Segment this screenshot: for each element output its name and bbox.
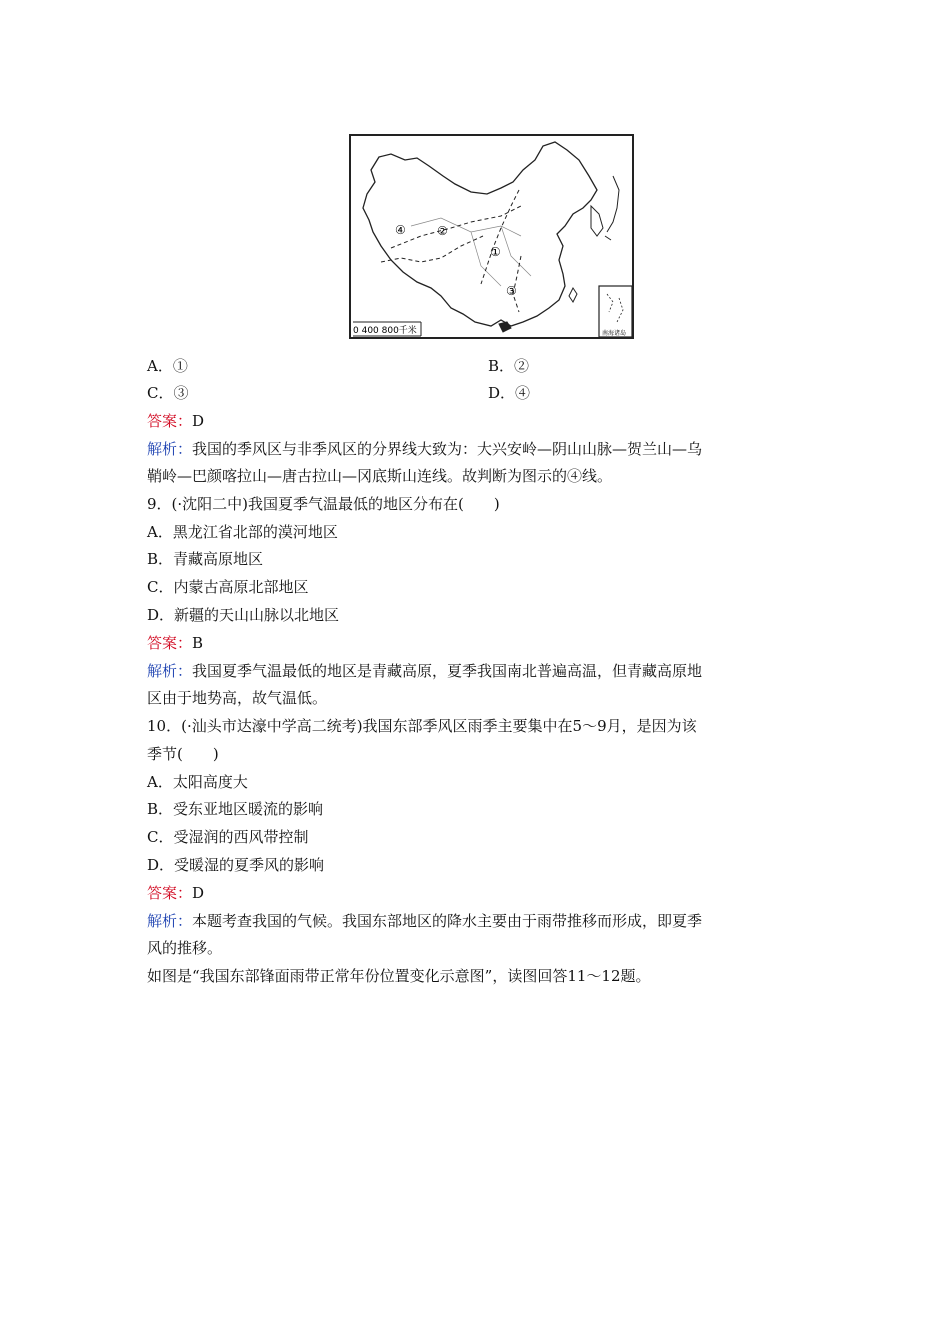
china-monsoon-map bbox=[349, 134, 634, 339]
q8-answer bbox=[147, 411, 204, 431]
q9-answer bbox=[147, 633, 203, 653]
map-drawing bbox=[351, 136, 632, 337]
explanation-text: 我国夏季气温最低的地区是青藏高原，夏季我国南北普遍高温，但青藏高原地 bbox=[192, 662, 703, 680]
explanation-text: 本题考查我国的气候。我国东部地区的降水主要由于雨带推移而形成，即夏季 bbox=[192, 912, 703, 930]
explanation-label: 解析： bbox=[147, 662, 193, 680]
line-1-dashed bbox=[481, 190, 519, 284]
hainan bbox=[499, 322, 511, 332]
q9-option-b: B．青藏高原地区 bbox=[147, 550, 264, 568]
next-figure-intro: 如图是“我国东部锋面雨带正常年份位置变化示意图”，读图回答11～12题。 bbox=[147, 967, 651, 985]
q9-option-a: A．黑龙江省北部的漠河地区 bbox=[147, 523, 338, 541]
q9-stem: 9．(·沈阳二中)我国夏季气温最低的地区分布在( ) bbox=[147, 495, 500, 513]
answer-value: D bbox=[192, 412, 205, 430]
q10-option-a: A．太阳高度大 bbox=[147, 773, 248, 791]
q9-option-d: D．新疆的天山山脉以北地区 bbox=[147, 606, 340, 624]
q10-option-b: B．受东亚地区暖流的影响 bbox=[147, 800, 324, 818]
line-label-1: ① bbox=[490, 245, 501, 259]
q8-explanation-line2: 鞘岭—巴颜喀拉山—唐古拉山—冈底斯山连线。故判断为图示的④线。 bbox=[147, 467, 613, 485]
taiwan bbox=[569, 288, 577, 302]
scale-bar-text: 0 400 800千米 bbox=[353, 326, 417, 336]
inset-label: 南海诸岛 bbox=[602, 330, 627, 337]
answer-value: D bbox=[192, 884, 205, 902]
line-label-3: ③ bbox=[506, 284, 517, 298]
q8-option-d: D．④ bbox=[488, 384, 531, 402]
line-label-2: ② bbox=[437, 224, 448, 238]
line-4-dashed bbox=[381, 236, 483, 262]
q10-stem-line2: 季节( ) bbox=[147, 745, 219, 763]
answer-label: 答案： bbox=[147, 634, 193, 652]
answer-value: B bbox=[192, 634, 204, 652]
japan-islands bbox=[605, 176, 619, 240]
line-label-4: ④ bbox=[395, 223, 406, 237]
q10-explanation-line2: 风的推移。 bbox=[147, 939, 223, 957]
q9-explanation-line2: 区由于地势高，故气温低。 bbox=[147, 689, 328, 707]
explanation-label: 解析： bbox=[147, 440, 193, 458]
q10-answer bbox=[147, 883, 204, 903]
answer-label: 答案： bbox=[147, 412, 193, 430]
q8-explanation-line1 bbox=[147, 439, 702, 459]
q10-explanation-line1 bbox=[147, 911, 702, 931]
explanation-label: 解析： bbox=[147, 912, 193, 930]
explanation-text: 我国的季风区与非季风区的分界线大致为：大兴安岭—阴山山脉—贺兰山—乌 bbox=[192, 440, 703, 458]
q10-stem-line1: 10．(·汕头市达濠中学高二统考)我国东部季风区雨季主要集中在5～9月，是因为该 bbox=[147, 717, 697, 735]
q8-option-a: A．① bbox=[147, 357, 188, 375]
korea-peninsula bbox=[591, 206, 603, 236]
q9-explanation-line1 bbox=[147, 661, 702, 681]
q8-option-c: C．③ bbox=[147, 384, 189, 402]
q10-option-c: C．受湿润的西风带控制 bbox=[147, 828, 309, 846]
q8-option-b: B．② bbox=[488, 357, 530, 375]
q10-option-d: D．受暖湿的夏季风的影响 bbox=[147, 856, 325, 874]
answer-label: 答案： bbox=[147, 884, 193, 902]
q9-option-c: C．内蒙古高原北部地区 bbox=[147, 578, 309, 596]
